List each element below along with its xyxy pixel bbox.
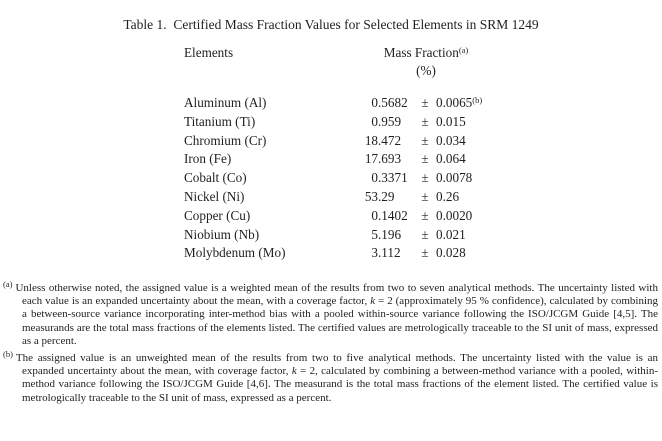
table-row (184, 113, 498, 132)
uncertainty-value: 0.015 (436, 113, 466, 129)
table-row (184, 188, 498, 207)
table-header (184, 44, 498, 80)
element-name: Iron (Fe) (184, 151, 232, 167)
table-row (184, 207, 498, 226)
footnote-marker: (b) (3, 349, 13, 360)
element-name: Cobalt (Co) (184, 170, 247, 186)
value-integer-part: 53 (364, 188, 378, 204)
table-row (184, 150, 498, 169)
header-unit-row (184, 62, 498, 80)
element-name: Titanium (Ti) (184, 113, 256, 129)
spacer-cell (184, 62, 354, 80)
value-fraction-part: .196 (378, 226, 402, 242)
value-fraction-part: .693 (378, 151, 402, 167)
header-row (184, 44, 498, 62)
plus-minus-sign: ± (421, 151, 429, 167)
mass-fraction-label: Mass Fraction (383, 45, 459, 60)
plus-minus-sign: ± (421, 95, 429, 110)
value-fraction-part: .112 (378, 245, 401, 261)
value-integer-part: 18 (364, 132, 378, 148)
column-header-unit: (%) (416, 63, 436, 78)
value-integer-part: 0 (371, 207, 378, 223)
value-integer-part: 0 (371, 170, 378, 186)
value-integer-part: 17 (364, 151, 378, 167)
value-fraction-part: .29 (378, 188, 395, 204)
uncertainty-value: 0.0020 (436, 207, 473, 223)
uncertainty-value: 0.021 (436, 226, 466, 242)
element-name: Nickel (Ni) (184, 188, 245, 204)
element-name: Niobium (Nb) (184, 226, 260, 242)
plus-minus-sign: ± (421, 207, 429, 223)
footnote (3, 349, 658, 405)
table-row (184, 80, 498, 113)
footnote-ref-b: (b) (472, 95, 483, 106)
plus-minus-sign: ± (421, 245, 429, 261)
footnote-text: = 2 (approximately 95 % confidence), calculated by combining a between-source variance incorporating inter-method bias with a pooled within-source variance following the ISO/JCGM Guide [4,5]. The measurands are the total mass fractions of the elements listed. The certified values are metrologically traceable to the SI unit of mass, expressed as a percent. (22, 295, 658, 347)
uncertainty-value: 0.26 (436, 188, 460, 204)
value-integer-part: 3 (371, 245, 378, 261)
element-name: Molybdenum (Mo) (184, 245, 286, 261)
footnote-ref-a: (a) (458, 45, 469, 56)
footnote-text-italic: k (291, 365, 297, 378)
footnote-text: = 2, calculated by combining a between-method variance with a pooled, within-method variance following the ISO/JCGM Guide [4,6]. The measurand is the total mass fractions of the element listed. The certified value is metrologically traceable to the SI unit of mass, expressed as a percent. (22, 365, 658, 404)
table-row (184, 226, 498, 245)
uncertainty-value: 0.028 (436, 245, 466, 261)
footnotes (3, 279, 658, 405)
footnote-text: The assigned value is an unweighted mean of the results from two to five analytical methods. The uncertainty listed with the value is an expanded uncertainty about the mean, with coverage factor, (15, 352, 658, 378)
table-body (184, 80, 498, 263)
plus-minus-sign: ± (421, 226, 429, 242)
table-title: Table 1. Certified Mass Fraction Values for Selected Elements in SRM 1249 (123, 17, 539, 32)
table-row (184, 169, 498, 188)
table-row (184, 132, 498, 151)
plus-minus-sign: ± (421, 170, 429, 186)
mass-fraction-table (184, 44, 498, 263)
value-integer-part: 0 (371, 95, 378, 110)
plus-minus-sign: ± (421, 113, 429, 129)
footnote-text-italic: k (370, 295, 376, 308)
footnote-text: Unless otherwise noted, the assigned value is a weighted mean of the results from two to seven analytical methods. The uncertainty listed with each value is an expanded uncertainty about the mean, with a coverage factor, (15, 282, 658, 308)
plus-minus-sign: ± (421, 132, 429, 148)
plus-minus-sign: ± (421, 188, 429, 204)
value-integer-part: 5 (371, 226, 378, 242)
uncertainty-value: 0.0065$^{(b)}$ (436, 95, 483, 110)
uncertainty-value: 0.034 (436, 132, 466, 148)
element-name: Copper (Cu) (184, 207, 251, 223)
column-header-mass-fraction (354, 44, 498, 62)
footnote (3, 279, 658, 348)
element-name: Chromium (Cr) (184, 132, 267, 148)
value-fraction-part: .3371 (378, 170, 408, 186)
uncertainty-value: 0.064 (436, 151, 466, 167)
value-integer-part: 0 (371, 113, 378, 129)
value-fraction-part: .472 (378, 132, 402, 148)
table-row (184, 244, 498, 263)
uncertainty-value: 0.0078 (436, 170, 473, 186)
column-header-elements: Elements (184, 45, 234, 60)
value-fraction-part: .959 (378, 113, 402, 129)
value-fraction-part: .5682 (378, 95, 408, 110)
element-name: Aluminum (Al) (184, 95, 267, 110)
value-fraction-part: .1402 (378, 207, 408, 223)
footnote-marker: (a) (3, 279, 13, 290)
